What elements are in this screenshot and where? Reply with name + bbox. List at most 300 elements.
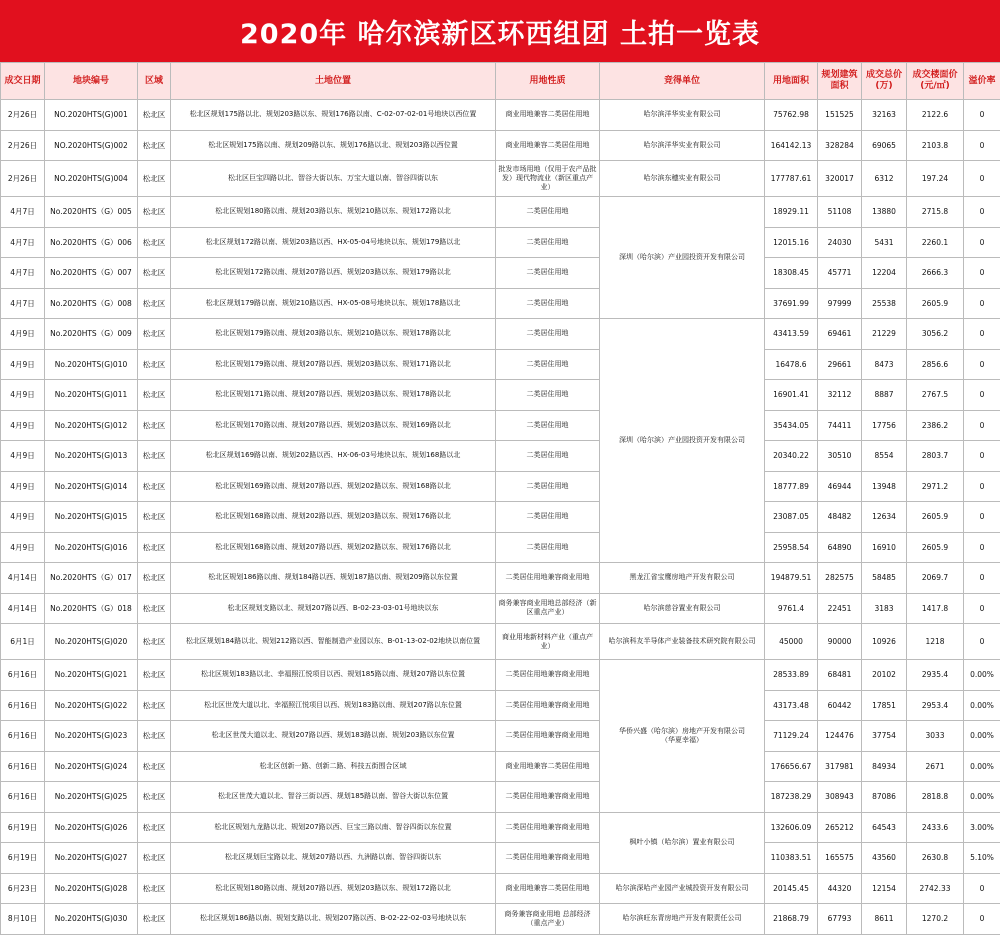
cell-total-price: 13880: [862, 197, 907, 228]
cell-total-price: 12634: [862, 502, 907, 533]
cell-land-size: 20340.22: [765, 441, 818, 472]
table-row: [1, 258, 1000, 289]
table-row: [1, 130, 1000, 161]
table-row: [1, 904, 1000, 935]
cell-total-price: 21229: [862, 319, 907, 350]
table-row: [1, 593, 1000, 624]
header-gfa: 规划建筑面积: [818, 63, 862, 100]
cell-unit-price: 2742.33: [907, 873, 964, 904]
cell-unit-price: 197.24: [907, 161, 964, 197]
cell-land-size: 12015.16: [765, 227, 818, 258]
cell-area: 松北区: [138, 502, 171, 533]
cell-land-size: 132606.09: [765, 812, 818, 843]
cell-plot-code: No.2020HTS(G)026: [45, 812, 138, 843]
cell-location: 松北区规划168路以南、规划202路以西、规划203路以东、规划176路以北: [171, 502, 496, 533]
cell-premium: 3.00%: [964, 812, 1000, 843]
cell-area: 松北区: [138, 660, 171, 691]
header-total-price: 成交总价(万): [862, 63, 907, 100]
cell-gfa: 32112: [818, 380, 862, 411]
cell-gfa: 44320: [818, 873, 862, 904]
cell-location: 松北区规划186路以南、规划支路以北、规划207路以西、B-02-22-02-03号地块以东: [171, 904, 496, 935]
cell-date: 4月9日: [1, 471, 45, 502]
table-row: [1, 441, 1000, 472]
cell-date: 4月9日: [1, 441, 45, 472]
cell-land-size: 25958.54: [765, 532, 818, 563]
cell-land-size: 21868.79: [765, 904, 818, 935]
cell-land-size: 187238.29: [765, 782, 818, 813]
table-row: [1, 349, 1000, 380]
cell-premium: 0: [964, 532, 1000, 563]
cell-gfa: 90000: [818, 624, 862, 660]
cell-land-size: 23087.05: [765, 502, 818, 533]
cell-plot-code: No.2020HTS(G)013: [45, 441, 138, 472]
cell-winner: 哈尔滨慈谷置业有限公司: [600, 593, 765, 624]
cell-winner: 深圳（哈尔滨）产业园投资开发有限公司: [600, 197, 765, 319]
cell-plot-code: No.2020HTS(G)014: [45, 471, 138, 502]
cell-premium: 0: [964, 258, 1000, 289]
cell-date: 6月16日: [1, 721, 45, 752]
cell-location: 松北区世茂大道以北、幸福照江悦项目以西、规划183路以南、规划207路以东位置: [171, 690, 496, 721]
header-date: 成交日期: [1, 63, 45, 100]
cell-premium: 0.00%: [964, 721, 1000, 752]
cell-total-price: 3183: [862, 593, 907, 624]
cell-land-use: 商业用地兼容二类居住用地: [496, 130, 600, 161]
cell-date: 6月19日: [1, 812, 45, 843]
cell-location: 松北区规划支路以北、规划207路以西、B-02-23-03-01号地块以东: [171, 593, 496, 624]
cell-unit-price: 3033: [907, 721, 964, 752]
cell-premium: 0: [964, 873, 1000, 904]
cell-location: 松北区规划九龙路以北、规划207路以西、巨宝三路以南、智谷四街以东位置: [171, 812, 496, 843]
table-row: [1, 721, 1000, 752]
cell-land-use: 二类居住用地: [496, 502, 600, 533]
header-area: 区域: [138, 63, 171, 100]
cell-location: 松北区规划170路以南、规划207路以西、规划203路以东、规划169路以北: [171, 410, 496, 441]
cell-land-use: 商务兼容商业用地总部经济（新区重点产业）: [496, 593, 600, 624]
header-winner: 竞得单位: [600, 63, 765, 100]
cell-date: 6月16日: [1, 660, 45, 691]
cell-land-use: 二类居住用地兼容商业用地: [496, 690, 600, 721]
cell-land-size: 194879.51: [765, 563, 818, 594]
cell-gfa: 265212: [818, 812, 862, 843]
cell-unit-price: 2103.8: [907, 130, 964, 161]
cell-winner: 枫叶小镇（哈尔滨）置业有限公司: [600, 812, 765, 873]
cell-plot-code: No.2020HTS(G)020: [45, 624, 138, 660]
cell-area: 松北区: [138, 812, 171, 843]
table-row: [1, 782, 1000, 813]
cell-location: 松北区规划169路以南、规划207路以西、规划202路以东、规划168路以北: [171, 471, 496, 502]
cell-gfa: 24030: [818, 227, 862, 258]
cell-land-use: 二类居住用地: [496, 441, 600, 472]
cell-land-use: 商业用地兼容二类居住用地: [496, 873, 600, 904]
table-row: [1, 227, 1000, 258]
cell-winner: 哈尔滨深哈产业园产业城投资开发有限公司: [600, 873, 765, 904]
cell-gfa: 151525: [818, 100, 862, 131]
cell-date: 4月7日: [1, 197, 45, 228]
cell-date: 4月9日: [1, 319, 45, 350]
cell-unit-price: 2671: [907, 751, 964, 782]
cell-land-use: 二类居住用地: [496, 197, 600, 228]
cell-land-size: 18777.89: [765, 471, 818, 502]
cell-gfa: 29661: [818, 349, 862, 380]
cell-unit-price: 2605.9: [907, 288, 964, 319]
cell-land-size: 20145.45: [765, 873, 818, 904]
cell-location: 松北区规划175路以北、规划203路以东、规划176路以南、C-02-07-02-01号地块以西位置: [171, 100, 496, 131]
header-land-use: 用地性质: [496, 63, 600, 100]
cell-land-use: 二类居住用地兼容商业用地: [496, 563, 600, 594]
land-auction-table: [0, 62, 1000, 935]
cell-land-size: 45000: [765, 624, 818, 660]
cell-area: 松北区: [138, 197, 171, 228]
cell-premium: 0: [964, 288, 1000, 319]
cell-land-size: 164142.13: [765, 130, 818, 161]
table-header-row: [1, 63, 1000, 100]
table-row: [1, 532, 1000, 563]
cell-land-use: 二类居住用地: [496, 380, 600, 411]
cell-area: 松北区: [138, 782, 171, 813]
cell-area: 松北区: [138, 161, 171, 197]
cell-gfa: 48482: [818, 502, 862, 533]
cell-area: 松北区: [138, 690, 171, 721]
cell-premium: 0: [964, 349, 1000, 380]
cell-location: 松北区规划172路以南、规划207路以西、规划203路以东、规划179路以北: [171, 258, 496, 289]
cell-date: 4月14日: [1, 593, 45, 624]
cell-land-size: 75762.98: [765, 100, 818, 131]
cell-gfa: 308943: [818, 782, 862, 813]
cell-unit-price: 2069.7: [907, 563, 964, 594]
cell-date: 6月16日: [1, 751, 45, 782]
cell-winner: 哈尔滨旺东青房地产开发有限责任公司: [600, 904, 765, 935]
cell-premium: 0: [964, 227, 1000, 258]
cell-gfa: 282575: [818, 563, 862, 594]
cell-plot-code: NO.2020HTS(G)001: [45, 100, 138, 131]
cell-date: 6月16日: [1, 782, 45, 813]
cell-area: 松北区: [138, 441, 171, 472]
cell-premium: 0: [964, 563, 1000, 594]
cell-location: 松北区规划175路以南、规划209路以东、规划176路以北、规划203路以西位置: [171, 130, 496, 161]
cell-gfa: 45771: [818, 258, 862, 289]
cell-unit-price: 2971.2: [907, 471, 964, 502]
table-row: [1, 161, 1000, 197]
cell-location: 松北区规划183路以北、幸福照江悦项目以西、规划185路以南、规划207路以东位置: [171, 660, 496, 691]
cell-premium: 0: [964, 161, 1000, 197]
cell-unit-price: 1417.8: [907, 593, 964, 624]
cell-land-size: 71129.24: [765, 721, 818, 752]
cell-premium: 0.00%: [964, 690, 1000, 721]
cell-land-size: 177787.61: [765, 161, 818, 197]
cell-winner: 哈尔滨洋华实业有限公司: [600, 100, 765, 131]
cell-gfa: 46944: [818, 471, 862, 502]
cell-unit-price: 3056.2: [907, 319, 964, 350]
header-land-size: 用地面积: [765, 63, 818, 100]
cell-gfa: 97999: [818, 288, 862, 319]
cell-area: 松北区: [138, 873, 171, 904]
cell-location: 松北区规划179路以南、规划207路以西、规划203路以东、规划171路以北: [171, 349, 496, 380]
cell-premium: 0: [964, 441, 1000, 472]
cell-premium: 0: [964, 130, 1000, 161]
cell-land-size: 110383.51: [765, 843, 818, 874]
table-row: [1, 873, 1000, 904]
cell-land-size: 18308.45: [765, 258, 818, 289]
cell-plot-code: No.2020HTS(G)024: [45, 751, 138, 782]
cell-land-use: 批发市场用地（仅用于农产品批发）现代物流业（新区重点产业）: [496, 161, 600, 197]
cell-area: 松北区: [138, 904, 171, 935]
cell-land-use: 二类居住用地: [496, 349, 600, 380]
cell-unit-price: 2433.6: [907, 812, 964, 843]
cell-winner: 哈尔滨洋华实业有限公司: [600, 130, 765, 161]
cell-land-use: 二类居住用地: [496, 410, 600, 441]
page-title: 2020年 哈尔滨新区环西组团 土拍一览表: [0, 0, 1000, 62]
cell-plot-code: NO.2020HTS(G)002: [45, 130, 138, 161]
cell-premium: 0: [964, 593, 1000, 624]
table-row: [1, 502, 1000, 533]
cell-date: 8月10日: [1, 904, 45, 935]
table-row: [1, 843, 1000, 874]
cell-total-price: 69065: [862, 130, 907, 161]
cell-location: 松北区世茂大道以北、规划207路以西、规划183路以南、规划203路以东位置: [171, 721, 496, 752]
cell-plot-code: No.2020HTS（G）005: [45, 197, 138, 228]
cell-land-use: 二类居住用地: [496, 288, 600, 319]
cell-unit-price: 2715.8: [907, 197, 964, 228]
cell-plot-code: No.2020HTS(G)012: [45, 410, 138, 441]
cell-plot-code: No.2020HTS（G）018: [45, 593, 138, 624]
cell-land-size: 37691.99: [765, 288, 818, 319]
cell-area: 松北区: [138, 380, 171, 411]
cell-location: 松北区规划180路以南、规划203路以东、规划210路以东、规划172路以北: [171, 197, 496, 228]
cell-gfa: 51108: [818, 197, 862, 228]
cell-area: 松北区: [138, 532, 171, 563]
cell-location: 松北区巨宝四路以北、智谷大街以东、万宝大道以南、智谷四街以东: [171, 161, 496, 197]
cell-gfa: 30510: [818, 441, 862, 472]
cell-winner: 哈尔滨东穗实业有限公司: [600, 161, 765, 197]
cell-location: 松北区规划171路以南、规划207路以西、规划203路以东、规划178路以北: [171, 380, 496, 411]
cell-area: 松北区: [138, 593, 171, 624]
cell-plot-code: No.2020HTS（G）006: [45, 227, 138, 258]
cell-total-price: 43560: [862, 843, 907, 874]
table-row: [1, 751, 1000, 782]
cell-area: 松北区: [138, 227, 171, 258]
cell-unit-price: 2630.8: [907, 843, 964, 874]
cell-total-price: 58485: [862, 563, 907, 594]
cell-unit-price: 2767.5: [907, 380, 964, 411]
cell-date: 4月9日: [1, 502, 45, 533]
cell-land-use: 商务兼容商业用地 总部经济（重点产业）: [496, 904, 600, 935]
header-unit-price: 成交楼面价(元/㎡): [907, 63, 964, 100]
cell-total-price: 84934: [862, 751, 907, 782]
cell-area: 松北区: [138, 319, 171, 350]
table-row: [1, 100, 1000, 131]
cell-land-size: 43413.59: [765, 319, 818, 350]
cell-unit-price: 1218: [907, 624, 964, 660]
cell-total-price: 12204: [862, 258, 907, 289]
cell-total-price: 17756: [862, 410, 907, 441]
cell-area: 松北区: [138, 100, 171, 131]
cell-gfa: 69461: [818, 319, 862, 350]
cell-gfa: 60442: [818, 690, 862, 721]
cell-gfa: 67793: [818, 904, 862, 935]
cell-location: 松北区规划169路以南、规划202路以西、HX-06-03号地块以东、规划168路以北: [171, 441, 496, 472]
cell-premium: 0: [964, 100, 1000, 131]
cell-land-size: 28533.89: [765, 660, 818, 691]
cell-total-price: 10926: [862, 624, 907, 660]
cell-date: 4月9日: [1, 380, 45, 411]
cell-unit-price: 2386.2: [907, 410, 964, 441]
cell-total-price: 13948: [862, 471, 907, 502]
cell-total-price: 64543: [862, 812, 907, 843]
cell-premium: 0: [964, 502, 1000, 533]
cell-area: 松北区: [138, 563, 171, 594]
cell-area: 松北区: [138, 471, 171, 502]
cell-plot-code: No.2020HTS(G)010: [45, 349, 138, 380]
cell-location: 松北区规划168路以南、规划207路以西、规划202路以东、规划176路以北: [171, 532, 496, 563]
cell-premium: 5.10%: [964, 843, 1000, 874]
cell-location: 松北区规划184路以北、规划212路以西、智能制造产业园以东、B-01-13-02-02地块以南位置: [171, 624, 496, 660]
cell-location: 松北区规划巨宝路以北、规划207路以西、九洲路以南、智谷四街以东: [171, 843, 496, 874]
cell-area: 松北区: [138, 349, 171, 380]
cell-land-use: 商业用地新材料产业（重点产业）: [496, 624, 600, 660]
cell-total-price: 17851: [862, 690, 907, 721]
cell-unit-price: 2953.4: [907, 690, 964, 721]
cell-plot-code: No.2020HTS(G)025: [45, 782, 138, 813]
cell-date: 4月7日: [1, 258, 45, 289]
cell-area: 松北区: [138, 258, 171, 289]
cell-date: 2月26日: [1, 161, 45, 197]
cell-land-use: 二类居住用地兼容商业用地: [496, 782, 600, 813]
cell-date: 6月1日: [1, 624, 45, 660]
cell-land-size: 9761.4: [765, 593, 818, 624]
cell-date: 4月9日: [1, 349, 45, 380]
cell-area: 松北区: [138, 721, 171, 752]
cell-total-price: 20102: [862, 660, 907, 691]
cell-unit-price: 2803.7: [907, 441, 964, 472]
cell-area: 松北区: [138, 288, 171, 319]
cell-premium: 0: [964, 380, 1000, 411]
cell-gfa: 74411: [818, 410, 862, 441]
cell-land-size: 16478.6: [765, 349, 818, 380]
cell-total-price: 12154: [862, 873, 907, 904]
cell-location: 松北区创新一路、创新二路、科技五街围合区域: [171, 751, 496, 782]
cell-total-price: 8611: [862, 904, 907, 935]
cell-plot-code: No.2020HTS(G)011: [45, 380, 138, 411]
cell-plot-code: NO.2020HTS(G)004: [45, 161, 138, 197]
table-row: [1, 471, 1000, 502]
table-row: [1, 410, 1000, 441]
cell-premium: 0: [964, 471, 1000, 502]
cell-land-use: 二类居住用地兼容商业用地: [496, 812, 600, 843]
cell-plot-code: No.2020HTS(G)028: [45, 873, 138, 904]
cell-land-size: 176656.67: [765, 751, 818, 782]
cell-land-size: 43173.48: [765, 690, 818, 721]
cell-unit-price: 2260.1: [907, 227, 964, 258]
cell-land-use: 二类居住用地兼容商业用地: [496, 660, 600, 691]
cell-premium: 0: [964, 624, 1000, 660]
table-row: [1, 660, 1000, 691]
cell-plot-code: No.2020HTS(G)016: [45, 532, 138, 563]
table-row: [1, 812, 1000, 843]
cell-unit-price: 2605.9: [907, 532, 964, 563]
cell-plot-code: No.2020HTS(G)023: [45, 721, 138, 752]
cell-plot-code: No.2020HTS(G)027: [45, 843, 138, 874]
table-row: [1, 563, 1000, 594]
cell-plot-code: No.2020HTS（G）008: [45, 288, 138, 319]
cell-plot-code: No.2020HTS（G）009: [45, 319, 138, 350]
cell-area: 松北区: [138, 130, 171, 161]
cell-location: 松北区世茂大道以北、智谷三街以西、规划185路以南、智谷大街以东位置: [171, 782, 496, 813]
cell-gfa: 22451: [818, 593, 862, 624]
cell-location: 松北区规划179路以南、规划210路以西、HX-05-08号地块以东、规划178路以北: [171, 288, 496, 319]
cell-total-price: 37754: [862, 721, 907, 752]
cell-unit-price: 2856.6: [907, 349, 964, 380]
cell-date: 4月7日: [1, 288, 45, 319]
cell-land-use: 商业用地兼容二类居住用地: [496, 100, 600, 131]
cell-total-price: 25538: [862, 288, 907, 319]
cell-date: 6月19日: [1, 843, 45, 874]
cell-date: 4月7日: [1, 227, 45, 258]
cell-premium: 0.00%: [964, 751, 1000, 782]
cell-winner: 哈尔滨科友半导体产业装备技术研究院有限公司: [600, 624, 765, 660]
table-row: [1, 624, 1000, 660]
cell-unit-price: 1270.2: [907, 904, 964, 935]
cell-date: 6月16日: [1, 690, 45, 721]
cell-plot-code: No.2020HTS(G)021: [45, 660, 138, 691]
cell-gfa: 320017: [818, 161, 862, 197]
cell-total-price: 32163: [862, 100, 907, 131]
header-code: 地块编号: [45, 63, 138, 100]
header-premium: 溢价率: [964, 63, 1000, 100]
table-row: [1, 380, 1000, 411]
cell-plot-code: No.2020HTS(G)030: [45, 904, 138, 935]
cell-date: 4月9日: [1, 410, 45, 441]
cell-land-use: 二类居住用地: [496, 532, 600, 563]
cell-land-use: 二类居住用地: [496, 258, 600, 289]
cell-gfa: 68481: [818, 660, 862, 691]
cell-area: 松北区: [138, 751, 171, 782]
cell-unit-price: 2122.6: [907, 100, 964, 131]
table-row: [1, 197, 1000, 228]
cell-premium: 0: [964, 410, 1000, 441]
cell-land-size: 35434.05: [765, 410, 818, 441]
cell-area: 松北区: [138, 843, 171, 874]
cell-premium: 0: [964, 904, 1000, 935]
cell-land-use: 二类居住用地兼容商业用地: [496, 843, 600, 874]
cell-gfa: 328284: [818, 130, 862, 161]
table-row: [1, 690, 1000, 721]
cell-total-price: 87086: [862, 782, 907, 813]
cell-land-size: 18929.11: [765, 197, 818, 228]
cell-winner: 黑龙江省宝鹰房地产开发有限公司: [600, 563, 765, 594]
cell-gfa: 317981: [818, 751, 862, 782]
cell-total-price: 6312: [862, 161, 907, 197]
cell-premium: 0.00%: [964, 782, 1000, 813]
cell-gfa: 64890: [818, 532, 862, 563]
cell-premium: 0: [964, 319, 1000, 350]
cell-date: 4月14日: [1, 563, 45, 594]
cell-date: 6月23日: [1, 873, 45, 904]
cell-location: 松北区规划179路以南、规划203路以东、规划210路以东、规划178路以北: [171, 319, 496, 350]
cell-location: 松北区规划172路以南、规划203路以西、HX-05-04号地块以东、规划179路以北: [171, 227, 496, 258]
cell-plot-code: No.2020HTS(G)022: [45, 690, 138, 721]
table-row: [1, 319, 1000, 350]
cell-date: 2月26日: [1, 100, 45, 131]
cell-unit-price: 2818.8: [907, 782, 964, 813]
cell-land-size: 16901.41: [765, 380, 818, 411]
cell-winner: 深圳（哈尔滨）产业园投资开发有限公司: [600, 319, 765, 563]
cell-unit-price: 2935.4: [907, 660, 964, 691]
cell-winner: 华侨兴盛（哈尔滨）房地产开发有限公司 （华夏幸福）: [600, 660, 765, 813]
cell-total-price: 5431: [862, 227, 907, 258]
cell-gfa: 124476: [818, 721, 862, 752]
cell-area: 松北区: [138, 624, 171, 660]
cell-unit-price: 2666.3: [907, 258, 964, 289]
